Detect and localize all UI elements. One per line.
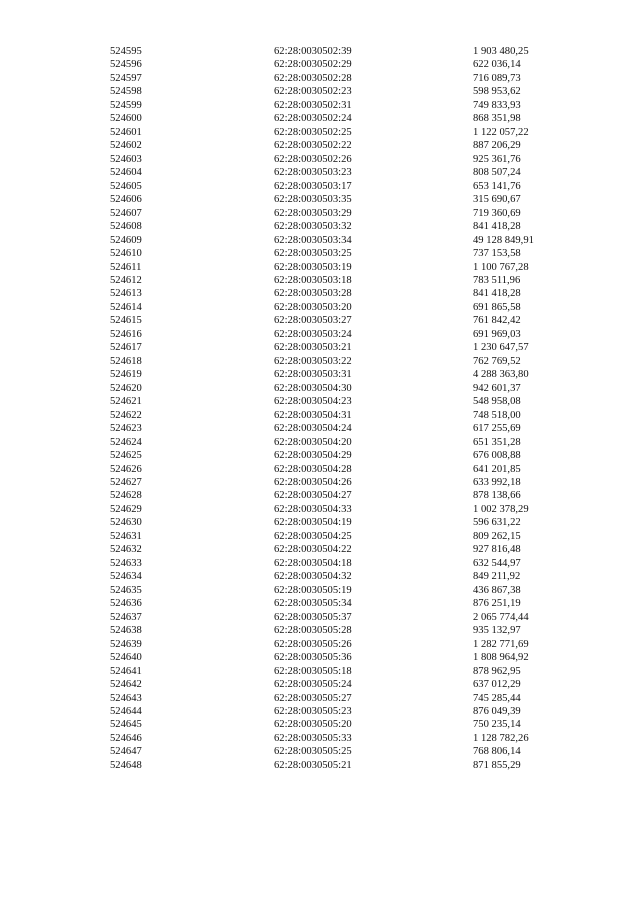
table-row [0, 678, 640, 691]
row-number-cell: 524609 [110, 234, 142, 246]
cadastral-number-cell: 62:28:0030505:28 [274, 625, 352, 637]
table-row [0, 584, 640, 597]
cadastral-value-cell: 749 833,93 [473, 99, 521, 111]
row-number-cell: 524628 [110, 490, 142, 502]
cadastral-number-cell: 62:28:0030502:23 [274, 86, 352, 98]
row-number-cell: 524634 [110, 571, 142, 583]
table-row [0, 368, 640, 381]
table-row [0, 705, 640, 718]
cadastral-number-cell: 62:28:0030502:25 [274, 126, 352, 138]
cadastral-number-cell: 62:28:0030505:27 [274, 692, 352, 704]
table-row [0, 570, 640, 583]
cadastral-number-cell: 62:28:0030505:20 [274, 719, 352, 731]
table-row [0, 99, 640, 112]
row-number-cell: 524612 [110, 274, 142, 286]
cadastral-number-cell: 62:28:0030504:32 [274, 571, 352, 583]
table-row [0, 72, 640, 85]
row-number-cell: 524648 [110, 759, 142, 771]
row-number-cell: 524616 [110, 328, 142, 340]
row-number-cell: 524617 [110, 342, 142, 354]
cadastral-number-cell: 62:28:0030502:29 [274, 59, 352, 71]
cadastral-number-cell: 62:28:0030502:22 [274, 140, 352, 152]
cadastral-value-cell: 841 418,28 [473, 221, 521, 233]
cadastral-value-cell: 871 855,29 [473, 759, 521, 771]
cadastral-value-cell: 598 953,62 [473, 86, 521, 98]
table-row [0, 261, 640, 274]
row-number-cell: 524641 [110, 665, 142, 677]
cadastral-value-cell: 887 206,29 [473, 140, 521, 152]
cadastral-value-cell: 2 065 774,44 [473, 611, 529, 623]
row-number-cell: 524642 [110, 679, 142, 691]
table-row [0, 382, 640, 395]
cadastral-number-cell: 62:28:0030504:24 [274, 423, 352, 435]
cadastral-number-cell: 62:28:0030502:24 [274, 113, 352, 125]
table-row [0, 436, 640, 449]
table-row [0, 476, 640, 489]
cadastral-number-cell: 62:28:0030505:33 [274, 732, 352, 744]
row-number-cell: 524620 [110, 382, 142, 394]
cadastral-value-cell: 596 631,22 [473, 517, 521, 529]
table-row [0, 638, 640, 651]
table-row [0, 745, 640, 758]
table-row [0, 449, 640, 462]
cadastral-number-cell: 62:28:0030504:29 [274, 450, 352, 462]
cadastral-value-cell: 935 132,97 [473, 625, 521, 637]
table-row [0, 85, 640, 98]
cadastral-number-cell: 62:28:0030503:25 [274, 248, 352, 260]
cadastral-value-cell: 1 100 767,28 [473, 261, 529, 273]
row-number-cell: 524595 [110, 46, 142, 57]
cadastral-number-cell: 62:28:0030503:21 [274, 342, 352, 354]
cadastral-number-cell: 62:28:0030505:25 [274, 746, 352, 758]
cadastral-number-cell: 62:28:0030503:20 [274, 301, 352, 313]
cadastral-number-cell: 62:28:0030504:25 [274, 530, 352, 542]
cadastral-number-cell: 62:28:0030503:22 [274, 355, 352, 367]
cadastral-value-cell: 750 235,14 [473, 719, 521, 731]
cadastral-value-cell: 622 036,14 [473, 59, 521, 71]
cadastral-number-cell: 62:28:0030505:23 [274, 705, 352, 717]
row-number-cell: 524627 [110, 477, 142, 488]
table-row [0, 193, 640, 206]
row-number-cell: 524640 [110, 652, 142, 664]
row-number-cell: 524603 [110, 153, 142, 165]
cadastral-value-cell: 691 969,03 [473, 328, 521, 340]
table-row [0, 314, 640, 327]
cadastral-value-cell: 768 806,14 [473, 746, 521, 758]
cadastral-number-cell: 62:28:0030504:28 [274, 463, 352, 475]
cadastral-number-cell: 62:28:0030503:27 [274, 315, 352, 327]
row-number-cell: 524639 [110, 638, 142, 650]
cadastral-value-cell: 676 008,88 [473, 450, 521, 462]
row-number-cell: 524635 [110, 584, 142, 596]
cadastral-value-cell: 1 002 378,29 [473, 503, 529, 515]
row-number-cell: 524644 [110, 705, 142, 717]
table-row [0, 220, 640, 233]
row-number-cell: 524624 [110, 436, 142, 448]
table-row [0, 166, 640, 179]
cadastral-value-cell: 1 808 964,92 [473, 652, 529, 664]
table-row [0, 422, 640, 435]
row-number-cell: 524615 [110, 315, 142, 327]
table-row [0, 395, 640, 408]
cadastral-value-cell: 436 867,38 [473, 584, 521, 596]
row-number-cell: 524645 [110, 719, 142, 731]
row-number-cell: 524633 [110, 557, 142, 569]
cadastral-value-cell: 761 842,42 [473, 315, 521, 327]
cadastral-value-cell: 748 518,00 [473, 409, 521, 421]
cadastral-number-cell: 62:28:0030504:31 [274, 409, 352, 421]
cadastral-value-cell: 762 769,52 [473, 355, 521, 367]
row-number-cell: 524610 [110, 248, 142, 260]
table-row [0, 516, 640, 529]
cadastral-value-cell: 868 351,98 [473, 113, 521, 125]
cadastral-value-cell: 808 507,24 [473, 167, 521, 179]
table-row [0, 247, 640, 260]
cadastral-number-cell: 62:28:0030503:23 [274, 167, 352, 179]
row-number-cell: 524607 [110, 207, 142, 219]
table-row [0, 409, 640, 422]
row-number-cell: 524611 [110, 261, 142, 273]
row-number-cell: 524613 [110, 288, 142, 300]
table-row [0, 503, 640, 516]
cadastral-value-cell: 1 122 057,22 [473, 126, 529, 138]
row-number-cell: 524636 [110, 598, 142, 610]
cadastral-value-cell: 876 251,19 [473, 598, 521, 610]
row-number-cell: 524602 [110, 140, 142, 152]
cadastral-number-cell: 62:28:0030502:26 [274, 153, 352, 165]
row-number-cell: 524621 [110, 396, 142, 408]
cadastral-number-cell: 62:28:0030504:23 [274, 396, 352, 408]
table-row [0, 45, 640, 58]
row-number-cell: 524608 [110, 221, 142, 233]
cadastral-value-cell: 49 128 849,91 [473, 234, 534, 246]
cadastral-value-cell: 653 141,76 [473, 180, 521, 192]
table-row [0, 597, 640, 610]
row-number-cell: 524643 [110, 692, 142, 704]
cadastral-number-cell: 62:28:0030505:24 [274, 679, 352, 691]
row-number-cell: 524618 [110, 355, 142, 367]
table-row [0, 274, 640, 287]
cadastral-value-cell: 651 351,28 [473, 436, 521, 448]
cadastral-number-cell: 62:28:0030504:26 [274, 477, 352, 488]
table-row [0, 126, 640, 139]
table-row [0, 58, 640, 71]
table-row [0, 665, 640, 678]
table-row [0, 530, 640, 543]
cadastral-number-cell: 62:28:0030504:27 [274, 490, 352, 502]
cadastral-number-cell: 62:28:0030504:30 [274, 382, 352, 394]
table-row [0, 328, 640, 341]
cadastral-number-cell: 62:28:0030503:35 [274, 194, 352, 206]
row-number-cell: 524599 [110, 99, 142, 111]
row-number-cell: 524619 [110, 369, 142, 381]
row-number-cell: 524626 [110, 463, 142, 475]
cadastral-value-cell: 783 511,96 [473, 274, 521, 286]
cadastral-value-cell: 617 255,69 [473, 423, 521, 435]
cadastral-value-cell: 878 138,66 [473, 490, 521, 502]
table-row [0, 180, 640, 193]
cadastral-value-cell: 4 288 363,80 [473, 369, 529, 381]
row-number-cell: 524631 [110, 530, 142, 542]
cadastral-value-cell: 925 361,76 [473, 153, 521, 165]
cadastral-number-cell: 62:28:0030504:22 [274, 544, 352, 556]
cadastral-value-cell: 737 153,58 [473, 248, 521, 260]
cadastral-value-cell: 1 128 782,26 [473, 732, 529, 744]
row-number-cell: 524637 [110, 611, 142, 623]
cadastral-value-cell: 745 285,44 [473, 692, 521, 704]
cadastral-value-cell: 876 049,39 [473, 705, 521, 717]
cadastral-value-cell: 841 418,28 [473, 288, 521, 300]
row-number-cell: 524597 [110, 72, 142, 84]
table-row [0, 611, 640, 624]
cadastral-number-cell: 62:28:0030503:18 [274, 274, 352, 286]
cadastral-value-cell: 633 992,18 [473, 477, 521, 488]
table-row [0, 112, 640, 125]
row-number-cell: 524647 [110, 746, 142, 758]
table-row [0, 759, 640, 772]
cadastral-number-cell: 62:28:0030505:34 [274, 598, 352, 610]
row-number-cell: 524632 [110, 544, 142, 556]
cadastral-number-cell: 62:28:0030505:37 [274, 611, 352, 623]
cadastral-number-cell: 62:28:0030502:31 [274, 99, 352, 111]
cadastral-value-cell: 641 201,85 [473, 463, 521, 475]
cadastral-value-cell: 1 282 771,69 [473, 638, 529, 650]
row-number-cell: 524625 [110, 450, 142, 462]
row-number-cell: 524623 [110, 423, 142, 435]
row-number-cell: 524629 [110, 503, 142, 515]
cadastral-number-cell: 62:28:0030505:26 [274, 638, 352, 650]
row-number-cell: 524630 [110, 517, 142, 529]
table-row [0, 139, 640, 152]
cadastral-number-cell: 62:28:0030504:20 [274, 436, 352, 448]
cadastral-value-cell: 878 962,95 [473, 665, 521, 677]
cadastral-number-cell: 62:28:0030503:29 [274, 207, 352, 219]
cadastral-number-cell: 62:28:0030503:17 [274, 180, 352, 192]
table-row [0, 557, 640, 570]
table-row [0, 355, 640, 368]
row-number-cell: 524646 [110, 732, 142, 744]
cadastral-number-cell: 62:28:0030505:21 [274, 759, 352, 771]
table-row [0, 301, 640, 314]
row-number-cell: 524601 [110, 126, 142, 138]
cadastral-value-cell: 1 903 480,25 [473, 46, 529, 57]
data-table [0, 45, 640, 772]
cadastral-number-cell: 62:28:0030502:39 [274, 46, 352, 57]
table-row [0, 489, 640, 502]
table-row [0, 543, 640, 556]
cadastral-number-cell: 62:28:0030504:18 [274, 557, 352, 569]
table-row [0, 234, 640, 247]
cadastral-value-cell: 691 865,58 [473, 301, 521, 313]
cadastral-number-cell: 62:28:0030503:34 [274, 234, 352, 246]
row-number-cell: 524622 [110, 409, 142, 421]
cadastral-number-cell: 62:28:0030504:19 [274, 517, 352, 529]
cadastral-value-cell: 716 089,73 [473, 72, 521, 84]
table-row [0, 287, 640, 300]
cadastral-number-cell: 62:28:0030503:19 [274, 261, 352, 273]
cadastral-number-cell: 62:28:0030504:33 [274, 503, 352, 515]
row-number-cell: 524606 [110, 194, 142, 206]
row-number-cell: 524600 [110, 113, 142, 125]
table-row [0, 207, 640, 220]
table-row [0, 463, 640, 476]
row-number-cell: 524598 [110, 86, 142, 98]
cadastral-number-cell: 62:28:0030503:31 [274, 369, 352, 381]
cadastral-value-cell: 637 012,29 [473, 679, 521, 691]
cadastral-number-cell: 62:28:0030505:18 [274, 665, 352, 677]
table-row [0, 624, 640, 637]
row-number-cell: 524605 [110, 180, 142, 192]
table-row [0, 692, 640, 705]
cadastral-value-cell: 849 211,92 [473, 571, 521, 583]
cadastral-value-cell: 315 690,67 [473, 194, 521, 206]
cadastral-value-cell: 942 601,37 [473, 382, 521, 394]
cadastral-number-cell: 62:28:0030503:28 [274, 288, 352, 300]
cadastral-number-cell: 62:28:0030503:32 [274, 221, 352, 233]
cadastral-number-cell: 62:28:0030505:19 [274, 584, 352, 596]
cadastral-value-cell: 719 360,69 [473, 207, 521, 219]
cadastral-value-cell: 1 230 647,57 [473, 342, 529, 354]
row-number-cell: 524614 [110, 301, 142, 313]
row-number-cell: 524596 [110, 59, 142, 71]
row-number-cell: 524638 [110, 625, 142, 637]
table-row [0, 341, 640, 354]
cadastral-value-cell: 927 816,48 [473, 544, 521, 556]
row-number-cell: 524604 [110, 167, 142, 179]
table-row [0, 718, 640, 731]
table-row [0, 153, 640, 166]
cadastral-number-cell: 62:28:0030503:24 [274, 328, 352, 340]
cadastral-value-cell: 632 544,97 [473, 557, 521, 569]
cadastral-number-cell: 62:28:0030505:36 [274, 652, 352, 664]
cadastral-value-cell: 809 262,15 [473, 530, 521, 542]
cadastral-value-cell: 548 958,08 [473, 396, 521, 408]
table-row [0, 651, 640, 664]
table-row [0, 732, 640, 745]
cadastral-number-cell: 62:28:0030502:28 [274, 72, 352, 84]
